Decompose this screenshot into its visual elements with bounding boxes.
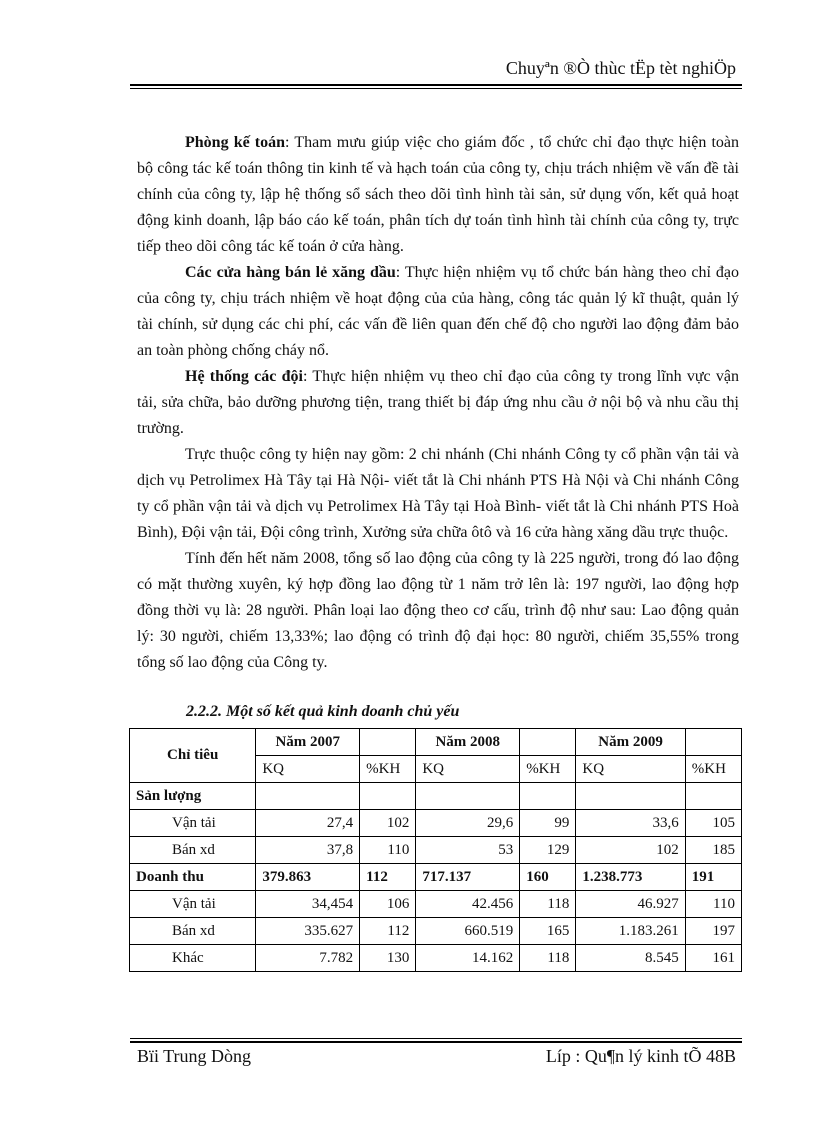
cell-kq: 46.927 (576, 891, 685, 918)
paragraph-lead: Các cửa hàng bán lẻ xăng dầu (185, 264, 396, 281)
header-cell-year: Năm 2007 (256, 729, 360, 756)
header-divider-thin (130, 88, 742, 89)
table-row (130, 837, 742, 864)
footer-divider-thin (130, 1038, 742, 1039)
header-cell-kh: %KH (520, 756, 576, 783)
body-text (137, 130, 739, 676)
header-cell-empty (360, 729, 416, 756)
header-cell-year: Năm 2009 (576, 729, 685, 756)
cell-kh (360, 783, 416, 810)
cell-kq: 27,4 (256, 810, 360, 837)
section-heading: 2.2.2. Một số kết quả kinh doanh chủ yếu (186, 703, 460, 720)
paragraph-text: : Tham mưu giúp việc cho giám đốc , tổ chức chỉ đạo thực hiện toàn bộ công tác kế toán thông tin kinh tế và hạch toán của công ty, chịu trách nhiệm về vấn đề tài chính của công ty, lập hệ thống sổ sách theo dõi tình hình tài sản, sử dụng vốn, kết quả hoạt động kinh doanh, lập báo cáo kế toán, phân tích dự toán tình hình tài chính của công ty, trực tiếp theo dõi công tác kế toán ở cửa hàng. (137, 134, 740, 255)
footer-class: Líp : Qu¶n lý kinh tÕ 48B (545, 1046, 736, 1066)
header-cell-kq: KQ (256, 756, 360, 783)
row-label: Vận tải (130, 810, 256, 837)
footer-divider (130, 1041, 742, 1043)
cell-kh (685, 783, 741, 810)
header-cell-kq: KQ (576, 756, 685, 783)
paragraph (137, 130, 739, 260)
cell-kh: 112 (360, 918, 416, 945)
cell-kq: 1.238.773 (576, 864, 685, 891)
table-row (130, 945, 742, 972)
header-cell-kq: KQ (416, 756, 520, 783)
header-cell-empty (685, 729, 741, 756)
table-body (130, 783, 742, 972)
footer-author: Bïi Trung Dòng (137, 1046, 252, 1066)
table-header-row (130, 729, 742, 756)
cell-kh: 185 (685, 837, 741, 864)
paragraph-text: Tính đến hết năm 2008, tổng số lao động của công ty là 225 người, trong đó lao động có mặt thường xuyên, ký hợp đồng lao động từ 1 năm trở lên là: 197 người, lao động hợp đồng thời vụ là: 28 người. Phân loại lao động theo cơ cấu, trình độ như sau: Lao động quản lý: 30 người, chiếm 13,33%; lao động có trình độ đại học: 80 người, chiếm 35,55% trong tổng số lao động của Công ty. (137, 550, 739, 671)
page-header-title: Chuyªn ®Ò thùc tËp tèt nghiÖp (505, 58, 736, 78)
cell-kh: 191 (685, 864, 741, 891)
paragraph (137, 546, 739, 676)
table-row (130, 783, 742, 810)
cell-kh: 197 (685, 918, 741, 945)
header-divider (130, 84, 742, 86)
row-label: Vận tải (130, 891, 256, 918)
cell-kq: 335.627 (256, 918, 360, 945)
table-row (130, 891, 742, 918)
cell-kq: 42.456 (416, 891, 520, 918)
cell-kq: 29,6 (416, 810, 520, 837)
cell-kh: 118 (520, 945, 576, 972)
cell-kq: 717.137 (416, 864, 520, 891)
cell-kq: 8.545 (576, 945, 685, 972)
cell-kq: 53 (416, 837, 520, 864)
cell-kq: 14.162 (416, 945, 520, 972)
header-cell-empty (520, 729, 576, 756)
cell-kh: 112 (360, 864, 416, 891)
cell-kq: 34,454 (256, 891, 360, 918)
header-cell-kh: %KH (360, 756, 416, 783)
cell-kq: 33,6 (576, 810, 685, 837)
paragraph (137, 364, 739, 442)
cell-kq (416, 783, 520, 810)
row-label: Bán xd (130, 918, 256, 945)
cell-kh: 102 (360, 810, 416, 837)
cell-kq: 7.782 (256, 945, 360, 972)
header-cell-year: Năm 2008 (416, 729, 520, 756)
paragraph-text: : Thực hiện nhiệm vụ theo chỉ đạo của công ty trong lĩnh vực vận tải, sửa chữa, bảo dưỡng phương tiện, trang thiết bị đáp ứng nhu cầu ở nội bộ và nhu cầu thị trường. (137, 368, 739, 437)
cell-kh: 110 (360, 837, 416, 864)
row-label: Doanh thu (130, 864, 256, 891)
cell-kh: 165 (520, 918, 576, 945)
cell-kh: 106 (360, 891, 416, 918)
cell-kh: 130 (360, 945, 416, 972)
cell-kq: 660.519 (416, 918, 520, 945)
cell-kh: 99 (520, 810, 576, 837)
cell-kh: 105 (685, 810, 741, 837)
table-row (130, 810, 742, 837)
cell-kh: 161 (685, 945, 741, 972)
row-label: Sản lượng (130, 783, 256, 810)
cell-kh: 160 (520, 864, 576, 891)
paragraph-text: : Thực hiện nhiệm vụ tổ chức bán hàng theo chỉ đạo của công ty, chịu trách nhiệm về hoạt động của của hàng, công tác quản lý kĩ thuật, quản lý tài chính, sử dụng các chi phí, các vấn đề liên quan đến chế độ cho người lao động đảm bảo an toàn phòng chống cháy nổ. (137, 264, 739, 359)
cell-kh (520, 783, 576, 810)
table-row (130, 918, 742, 945)
paragraph (137, 442, 739, 546)
cell-kq: 37,8 (256, 837, 360, 864)
cell-kq (256, 783, 360, 810)
paragraph-lead: Hệ thống các đội (185, 368, 303, 385)
cell-kq: 102 (576, 837, 685, 864)
cell-kh: 129 (520, 837, 576, 864)
row-label: Khác (130, 945, 256, 972)
paragraph-text: Trực thuộc công ty hiện nay gồm: 2 chi nhánh (Chi nhánh Công ty cổ phần vận tải và dịch vụ Petrolimex Hà Tây tại Hà Nội- viết tắt là Chi nhánh PTS Hà Nội và Chi nhánh Công ty cổ phần vận tải và dịch vụ Petrolimex Hà Tây tại Hoà Bình- viết tắt là Chi nhánh PTS Hoà Bình), Đội vận tải, Đội công trình, Xưởng sửa chữa ôtô và 16 cửa hàng xăng dầu trực thuộc. (137, 446, 739, 541)
cell-kq (576, 783, 685, 810)
table-row (130, 864, 742, 891)
paragraph (137, 260, 739, 364)
cell-kq: 379.863 (256, 864, 360, 891)
cell-kh: 118 (520, 891, 576, 918)
row-label: Bán xd (130, 837, 256, 864)
header-cell-kh: %KH (685, 756, 741, 783)
results-table (129, 728, 742, 972)
cell-kh: 110 (685, 891, 741, 918)
paragraph-lead: Phòng kế toán (185, 134, 286, 151)
cell-kq: 1.183.261 (576, 918, 685, 945)
header-cell-label: Chỉ tiêu (130, 729, 256, 783)
